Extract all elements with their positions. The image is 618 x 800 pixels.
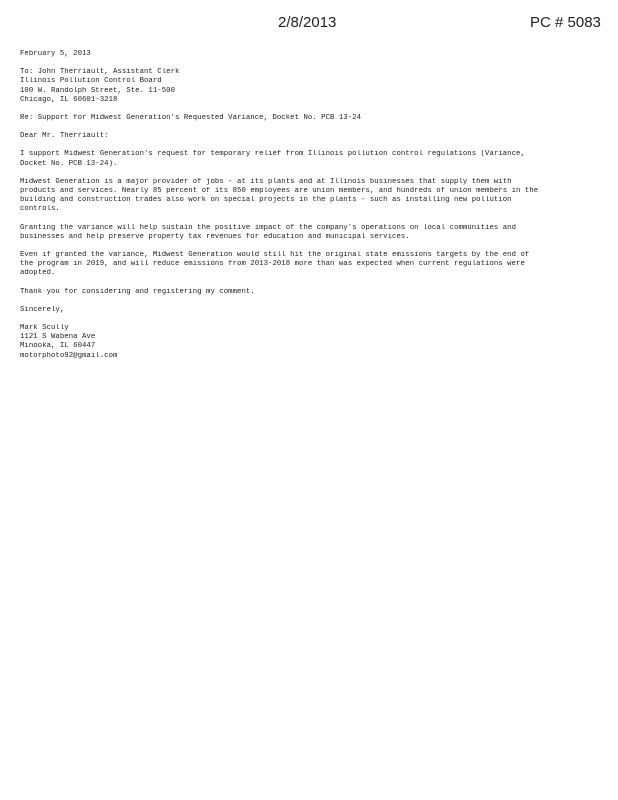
paragraph-line: adopted. (20, 269, 56, 278)
paragraph-line: businesses and help preserve property tax revenues for education and municipal services. (20, 232, 410, 241)
paragraph-line: controls. (20, 205, 60, 214)
paragraph-line: Granting the variance will help sustain the positive impact of the company's operations on local communities and (20, 223, 517, 232)
letter-date (20, 50, 592, 59)
paragraph-line: I support Midwest Generation's request for temporary relief from Illinois pollution control regulations (Variance, (20, 150, 525, 159)
paragraph-1 (20, 150, 592, 168)
public-comment-number: PC # 5083 (530, 14, 601, 31)
signer-city: Minooka, IL 60447 (20, 342, 96, 351)
recipient-line: Illinois Pollution Control Board (20, 77, 162, 86)
paragraph-2 (20, 178, 592, 215)
paragraph-line: building and construction trades also work on special projects in the plants - such as installing new pollution (20, 196, 512, 205)
date-line: February 5, 2013 (20, 50, 91, 58)
closing (20, 306, 592, 315)
recipient-line: 100 W. Randolph Street, Ste. 11-500 (20, 86, 176, 95)
recipient-line: To: John Therriault, Assistant Clerk (20, 68, 180, 77)
paragraph-line: Thank you for considering and registering my comment. (20, 287, 255, 296)
paragraph-line: Even if granted the variance, Midwest Generation would still hit the original state emissions targets by the end of (20, 251, 530, 260)
received-date: 2/8/2013 (278, 14, 337, 31)
paragraph-line: products and services. Nearly 85 percent of its 850 employees are union members, and hundreds of union members in the (20, 187, 539, 196)
signer-email: motorphoto92@gmail.com (20, 351, 118, 360)
salutation (20, 132, 592, 141)
salutation-text: Dear Mr. Therriault: (20, 132, 109, 141)
signer-address: 1121 S Wabena Ave (20, 333, 96, 342)
paragraph-3 (20, 224, 592, 242)
paragraph-5 (20, 288, 592, 297)
paragraph-line: Midwest Generation is a major provider of jobs - at its plants and at Illinois businesses that supply them with (20, 177, 512, 186)
recipient-block (20, 68, 592, 105)
letter-body (20, 50, 592, 370)
closing-text: Sincerely, (20, 305, 65, 314)
signer-name: Mark Scully (20, 324, 69, 333)
paragraph-line: Docket No. PCB 13-24). (20, 159, 118, 168)
subject-line (20, 114, 592, 123)
recipient-line: Chicago, IL 60601-3218 (20, 95, 118, 104)
paragraph-line: the program in 2019, and will reduce emissions from 2013-2018 more than was expected when current regulations were (20, 260, 525, 269)
paragraph-4 (20, 251, 592, 279)
subject-text: Re: Support for Midwest Generation's Requested Variance, Docket No. PCB 13-24 (20, 114, 362, 123)
signature-block (20, 324, 592, 361)
